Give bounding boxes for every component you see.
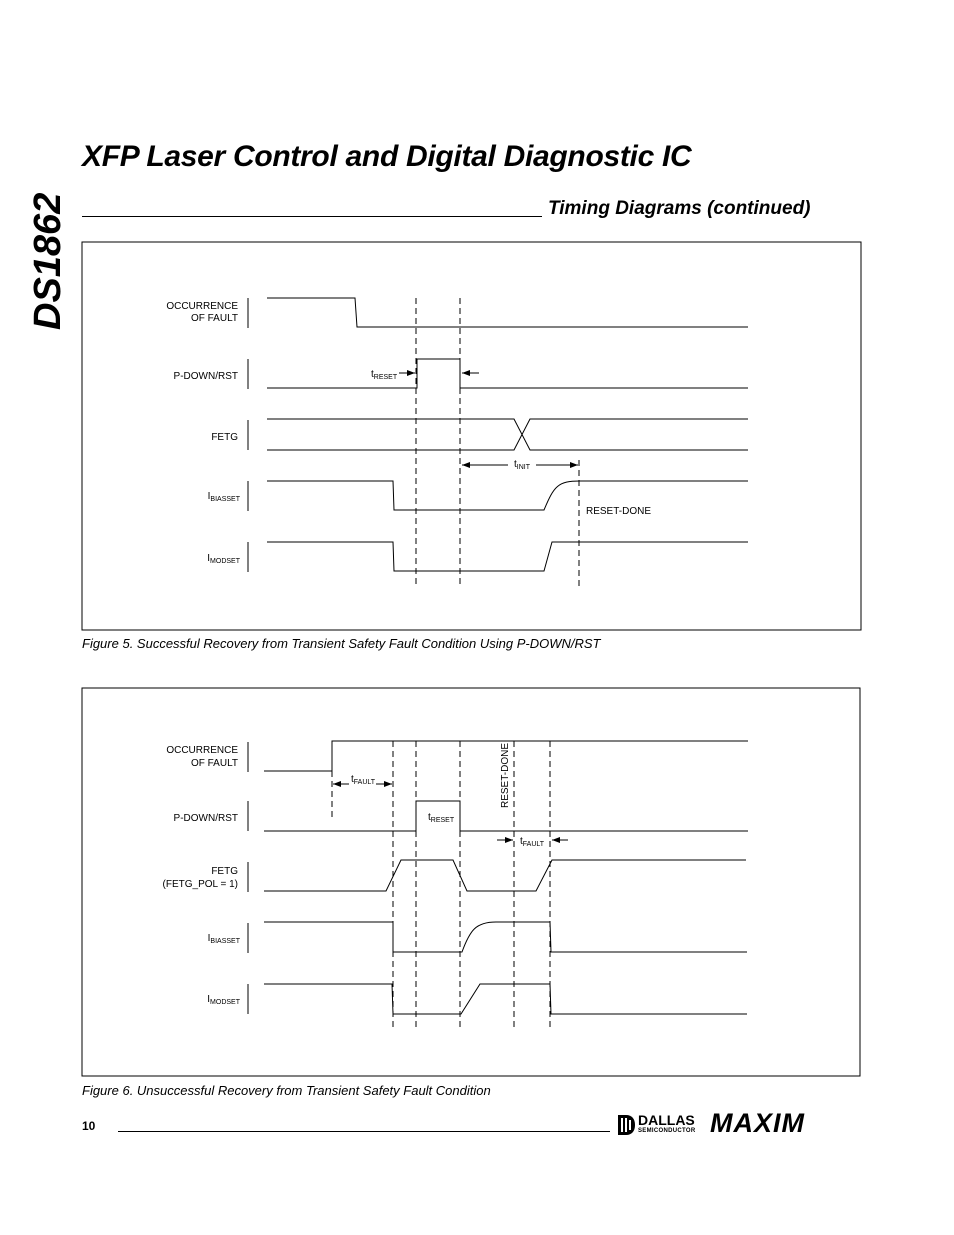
section-title: Timing Diagrams (continued)	[548, 198, 811, 219]
fig6-wave-ibiasset	[264, 922, 747, 952]
maxim-logo: MAXIM	[710, 1108, 805, 1138]
fig5-label-ibiasset: $I_{BIASSET}$	[207, 491, 240, 503]
fig6-label-fetg-1: FETG	[211, 866, 238, 877]
fig5-wave-fetg-a	[267, 419, 748, 450]
fig6-label-fault-1: OCCURRENCE	[166, 745, 238, 756]
fig5-treset-label: $t_{RESET}$	[371, 369, 398, 381]
fig5-dashed-markers	[416, 298, 579, 586]
fig6-label-ibiasset: $I_{BIASSET}$	[207, 933, 240, 945]
fig5-label-fault-1: OCCURRENCE	[166, 301, 238, 312]
dallas-name: DALLAS	[638, 1112, 695, 1128]
fig5-wave-fetg-b	[267, 419, 748, 450]
side-part-number: DS1862	[27, 192, 69, 330]
figure6-caption: Figure 6. Unsuccessful Recovery from Transient Safety Fault Condition	[82, 1083, 491, 1098]
fig6-treset-label: $t_{RESET}$	[428, 812, 455, 824]
document-title: XFP Laser Control and Digital Diagnostic IC	[82, 140, 692, 173]
figure5-caption: Figure 5. Successful Recovery from Transient Safety Fault Condition Using P-DOWN/RST	[82, 636, 601, 651]
fig6-label-pdown: P-DOWN/RST	[173, 813, 238, 824]
fig5-label-pdown: P-DOWN/RST	[173, 371, 238, 382]
footer-rule	[118, 1131, 610, 1132]
fig5-tinit-label: $t_{INIT}$	[514, 459, 531, 471]
fig6-tfault2-label: $t_{FAULT}$	[520, 836, 545, 848]
fig5-wave-ibiasset	[267, 481, 748, 510]
fig5-waveforms	[267, 298, 748, 571]
fig5-label-imodset: $I_{MODSET}$	[207, 553, 240, 565]
fig6-label-imodset: $I_{MODSET}$	[207, 994, 240, 1006]
fig6-wave-fetg	[264, 860, 746, 891]
fig6-label-fault-2: OF FAULT	[190, 758, 238, 769]
fig5-reset-done: RESET-DONE	[586, 506, 652, 517]
fig5-wave-pdown	[267, 359, 748, 388]
dallas-logo-icon	[616, 1114, 636, 1136]
fig6-label-fetg-2: (FETG_POL = 1)	[162, 879, 238, 890]
fig6-tfault1-label: $t_{FAULT}$	[351, 774, 376, 786]
fig5-wave-fault	[267, 298, 748, 327]
fig5-label-fetg: FETG	[211, 432, 238, 443]
fig6-reset-done: RESET-DONE	[500, 742, 511, 808]
dallas-subtitle: SEMICONDUCTOR	[638, 1128, 696, 1134]
fig5-wave-imodset	[267, 542, 748, 571]
page-number: 10	[82, 1119, 96, 1133]
fig5-label-fault-2: OF FAULT	[190, 313, 238, 324]
fig6-wave-imodset	[264, 984, 747, 1014]
dallas-semiconductor-logo	[616, 1113, 708, 1137]
